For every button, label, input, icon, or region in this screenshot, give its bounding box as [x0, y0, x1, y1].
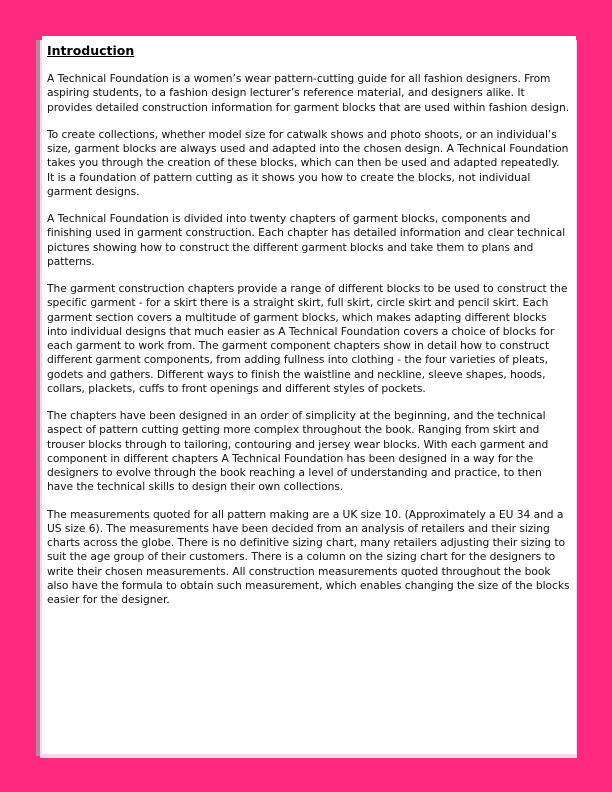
paragraph-4: The garment construction chapters provide a range of different blocks to be used to construct the specific garment - for a skirt there is a straight skirt, full skirt, circle skirt and pencil skirt. Each garment section covers a multitude of garment blocks, which makes adapting different blocks into individual designs that much easier as A Technical Foundation covers a choice of blocks for each garment to work from. The garment component chapters show in detail how to construct different garment components, from adding fullness into clothing - the four varieties of pleats, godets and gathers. Different ways to finish the waistline and neckline, sleeve shapes, hoods, collars, plackets, cuffs to front openings and different styles of pockets. — [47, 282, 568, 395]
page-title: Introduction — [47, 43, 135, 58]
paragraph-1: A Technical Foundation is a women’s wear pattern-cutting guide for all fashion designers. From aspiring students, to a fashion design lecturer’s reference material, and designers alike. It provides detailed construction information for garment blocks that are used within fashion design. — [47, 72, 570, 114]
document-page — [42, 36, 576, 754]
paragraph-5: The chapters have been designed in an order of simplicity at the beginning, and the technical aspect of pattern cutting getting more complex throughout the book. Ranging from skirt and trouser blocks through to tailoring, contouring and jersey wear blocks. With each garment and component in different chapters A Technical Foundation has been designed in a way for the designers to evolve through the book reaching a level of understanding and practice, to then have the technical skills to design their own collections. — [47, 409, 549, 494]
paragraph-3: A Technical Foundation is divided into twenty chapters of garment blocks, components and finishing used in garment construction. Each chapter has detailed information and clear technical pictures showing how to construct the different garment blocks and take them to plans and patterns. — [47, 212, 566, 268]
paragraph-2: To create collections, whether model size for catwalk shows and photo shoots, or an individual’s size, garment blocks are always used and adapted into the chosen design. A Technical Foundation takes you through the creation of these blocks, which can then be used and adapted repeatedly. It is a foundation of pattern cutting as it shows you how to create the blocks, not individual garment designs. — [47, 127, 569, 198]
paragraph-6: The measurements quoted for all pattern making are a UK size 10. (Approximately a EU 34 and a US size 6). The measurements have been decided from an analysis of retailers and their sizing charts across the globe. There is no definitive sizing chart, many retailers adjusting their sizing to suit the age group of their customers. There is a column on the sizing chart for the designers to write their chosen measurements. All construction measurements quoted throughout the book also have the formula to obtain such measurement, which enables changing the size of the blocks easier for the designer. — [47, 507, 570, 606]
